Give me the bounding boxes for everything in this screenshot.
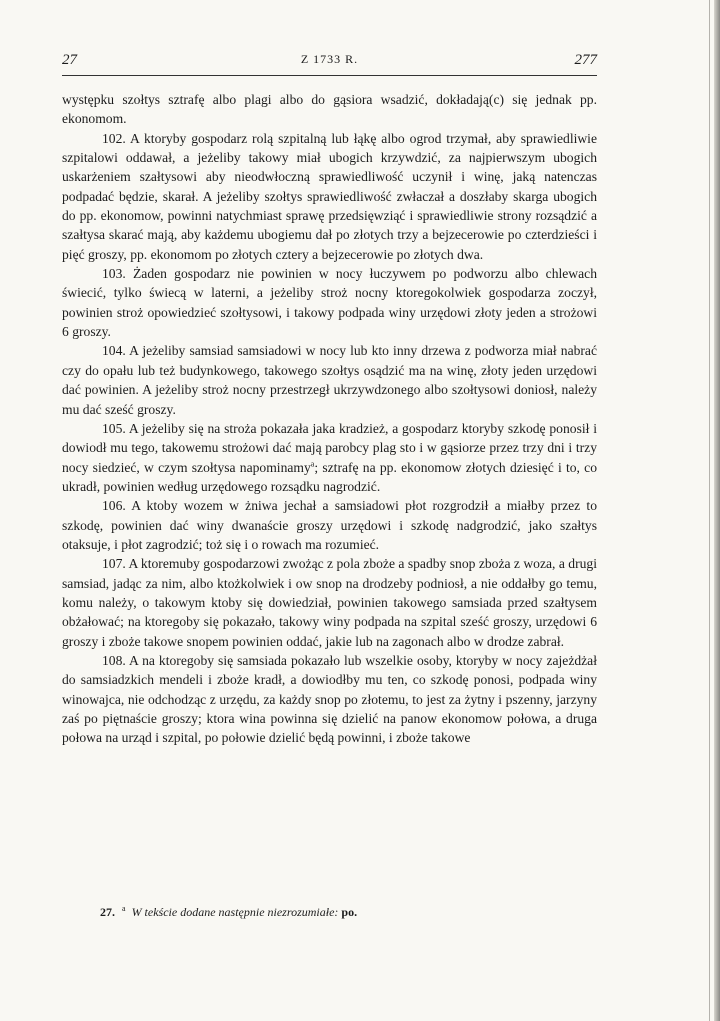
paragraph: 104. A jeżeliby samsiad samsiadowi w nocy lub kto inny drzewa z podworza miał nabrać czy do opału lub też budynkowego, takowego szołtys osądzić ma na winę, złoty jeden urzędowi dać powinien. A jeżeliby stroż nocny przestrzegł ukrzywdzonego albo szołtysowi doniosł, należy mu dać sześć groszy. [62, 343, 597, 417]
paragraph: 103. Żaden gospodarz nie powinien w nocy łuczywem po podworzu albo chlewach świecić, tylko świecą w laterni, a jeżeliby stroż nocny ktoregokolwiek gospodarza zoczył, powinien stroż opowiedzieć szołtysowi, i takowy podpada winy urzędowi złoty jeden a strożowi 6 groszy. [62, 266, 597, 340]
body-text [62, 90, 597, 748]
footnote-number: 27. [100, 905, 115, 919]
paragraph: występku szołtys sztrafę albo plagi albo do gąsiora wsadzić, dokładają(c) się jednak pp. ekonomom. [62, 92, 597, 127]
paragraph: 102. A ktoryby gospodarz rolą szpitalną lub łąkę albo ogrod trzymał, aby sprawiedliwie szpitalowi oddawał, a jeżeliby takowy miał ubogich krzywdzić, za najpierwszym ubogich uskarżeniem szałtysowi aby nieodwłoczną sprawiedliwość uczynił i winę, jaką natenczas podpadać będzie, skarał. A jeżeliby szołtys sprawiedliwość zwłaczał a doszłaby skarga ubogich do pp. ekonomow, powinni natychmiast sprawę przedsięwziąć i sprawiedliwie strony rozsądzić a szałtysa skarać mają, aby każdemu ubogiemu dał po złotych trzy a bejzecerowie po czterdzieści i pięć groszy, pp. ekonomom po złotych cztery a bejzecerowie po złotych dwa. [62, 130, 597, 262]
footnote-text: W tekście dodane następnie niezrozumiałe: [131, 905, 339, 919]
binding-edge-line [709, 0, 710, 1021]
footnote-marker-label: a [122, 904, 126, 913]
footnote [100, 904, 600, 920]
footnote-marker: a [310, 459, 315, 468]
running-header [62, 52, 597, 74]
page-edge-shadow [714, 0, 720, 1021]
paragraph: 107. A ktoremuby gospodarzowi zwożąc z pola zboże a spadby snop zboża z woza, a drugi samsiad, jadąc za nim, albo ktożkolwiek i ow snop na drodzeby podniosł, a nie oddałby go temu, komu należy, o takowym ktoby się dowiedział, powinien takowego samsiada przed szałtysem obżałować; na ktoregoby się pokazało, takowy winy podpada na szpital sześć groszy, urzędowi 6 groszy i zboże takowe snopem powinien oddać, jakie lub na zagonach albo w drodze zabrał. [62, 556, 597, 649]
footnote-separator [62, 884, 597, 890]
paragraph: 105. A jeżeliby się na stroża pokazała jaka kradzież, a gospodarz ktoryby szkodę ponosił i dowiodł mu tego, takowemu strożowi dać mają parobcy plag sto i w gąsiorze przez trzy dni i trzy nocy siedzieć, w czym szołtysa napominamy$^a$; sztrafę na pp. ekonomow złotych dziesięć i to, co ukradł, powinien według urzędowego rozsądku nagrodzić. [62, 420, 597, 494]
header-title: Z 1733 R. [300, 52, 359, 66]
header-left-number: 27 [62, 52, 77, 68]
page-number: 277 [574, 52, 597, 68]
paragraph: 106. A ktoby wozem w żniwa jechał a samsiadowi płot rozgrodził a miałby przez to szkodę, powinien dać winy dwanaście groszy urzędowi i szkodę nadgrodzić, jako szałtys otaksuje, i płot zagrodzić; toż się i o rowach ma rozumieć. [62, 498, 597, 552]
footnote-value: po. [341, 905, 358, 919]
header-rule [62, 75, 597, 76]
paragraph: 108. A na ktoregoby się samsiada pokazało lub wszelkie osoby, ktoryby w nocy zajeżdżał do samsiadzkich mendeli i zboże kradł, a dowiodłby mu ten, co szkodę ponosi, podpada winy winowajca, nie odchodząc z urzędu, za każdy snop po złotemu, to jest za żytny i pszenny, jarzyny zaś po piętnaście groszy; ktora wina powinna się dzielić na panow ekonomow połowa, a druga połowa na urząd i szpital, po połowie dzielić będą powinni, i zboże takowe [62, 652, 597, 746]
